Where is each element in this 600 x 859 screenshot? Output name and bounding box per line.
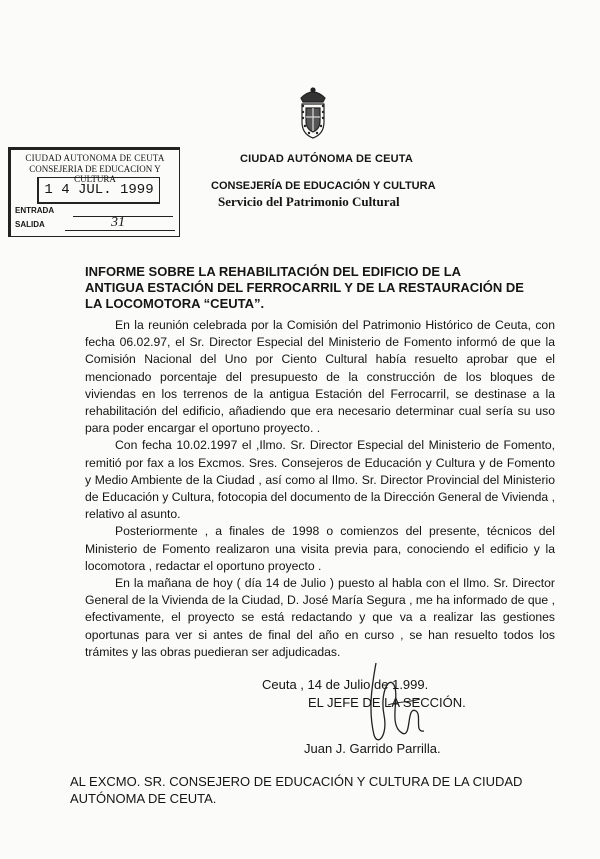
header-department: CONSEJERÍA DE EDUCACIÓN Y CULTURA [211, 180, 436, 192]
place-and-date: Ceuta , 14 de Julio de 1.999. [262, 677, 429, 692]
paragraph-2: Con fecha 10.02.1997 el ,Ilmo. Sr. Director Especial del Ministerio de Fomento, remitió por fax a los Excmos. Sres. Consejeros de Educación y Cultura y de Fomento y Medio Ambiente de la Ciudad , así como al Ilmo. Sr. Director Provincial del Ministerio de Educación y Cultura, fotocopia del documento de la Dirección General de Vivienda , relativo al asunto. [85, 438, 555, 522]
stamp-line-1: CIUDAD AUTONOMA DE CEUTA [25, 153, 165, 163]
paragraph-4: En la mañana de hoy ( día 14 de Julio ) puesto al habla con el Ilmo. Sr. Director General de la Vivienda de la Ciudad, D. José María Segura , me ha informado de que , efectivamente, el proyecto se está redactando y que va a realizar las gestiones oportunas para ver si antes de final del año en curso , se han resuelto todos los trámites y las obras puedieran ser adjudicadas. [85, 576, 555, 659]
signer-position: EL JEFE DE LA SECCIÓN. [308, 695, 466, 710]
stamp-salida-label: SALIDA [15, 220, 45, 229]
registry-stamp [8, 147, 180, 237]
handwritten-signature [358, 655, 438, 755]
stamp-line-2: CONSEJERIA DE EDUCACION Y CULTURA [29, 164, 161, 184]
signer-name: Juan J. Garrido Parrilla. [304, 741, 441, 756]
header-city: CIUDAD AUTÓNOMA DE CEUTA [240, 153, 414, 165]
report-title-line-1: INFORME SOBRE LA REHABILITACIÓN DEL EDIFICIO DE LA [85, 264, 462, 279]
addressee: AL EXCMO. SR. CONSEJERO DE EDUCACIÓN Y CULTURA DE LA CIUDAD AUTÓNOMA DE CEUTA. [70, 774, 523, 806]
report-title [85, 264, 565, 312]
coat-of-arms-icon [293, 84, 333, 140]
stamp-entrada-label: ENTRADA [15, 206, 55, 215]
paragraph-3: Posteriormente , a finales de 1998 o comienzos del presente, técnicos del Ministerio de Fomento realizaron una visita previa para, conociendo el edificio y la locomotora , redactar el oportuno proyecto . [85, 524, 555, 573]
stamp-number: 31 [111, 215, 125, 230]
paragraph-1: En la reunión celebrada por la Comisión del Patrimonio Histórico de Ceuta, con fecha 06.02.97, el Sr. Director Especial del Ministerio de Fomento informó de que la Comisión Nacional del Uno por Ciento Cultural había resuelto aprobar que el mencionado porcentaje del presupuesto de la construcción de los bloques de viviendas en los terrenos de la antigua Estación del Ferrocarril, se destinase a la rehabilitación del edificio, añadiendo que era necesario determinar cual sería su uso para poder encargar el oportuno proyecto. . [85, 318, 555, 436]
stamp-salida-line [65, 230, 175, 231]
header-service: Servicio del Patrimonio Cultural [218, 194, 400, 209]
report-title-line-2: ANTIGUA ESTACIÓN DEL FERROCARRIL Y DE LA RESTAURACIÓN DE [85, 280, 524, 295]
report-title-line-3: LA LOCOMOTORA “CEUTA”. [85, 296, 265, 311]
stamp-date: 1 4 JUL. 1999 [37, 177, 160, 204]
report-body [85, 317, 555, 661]
